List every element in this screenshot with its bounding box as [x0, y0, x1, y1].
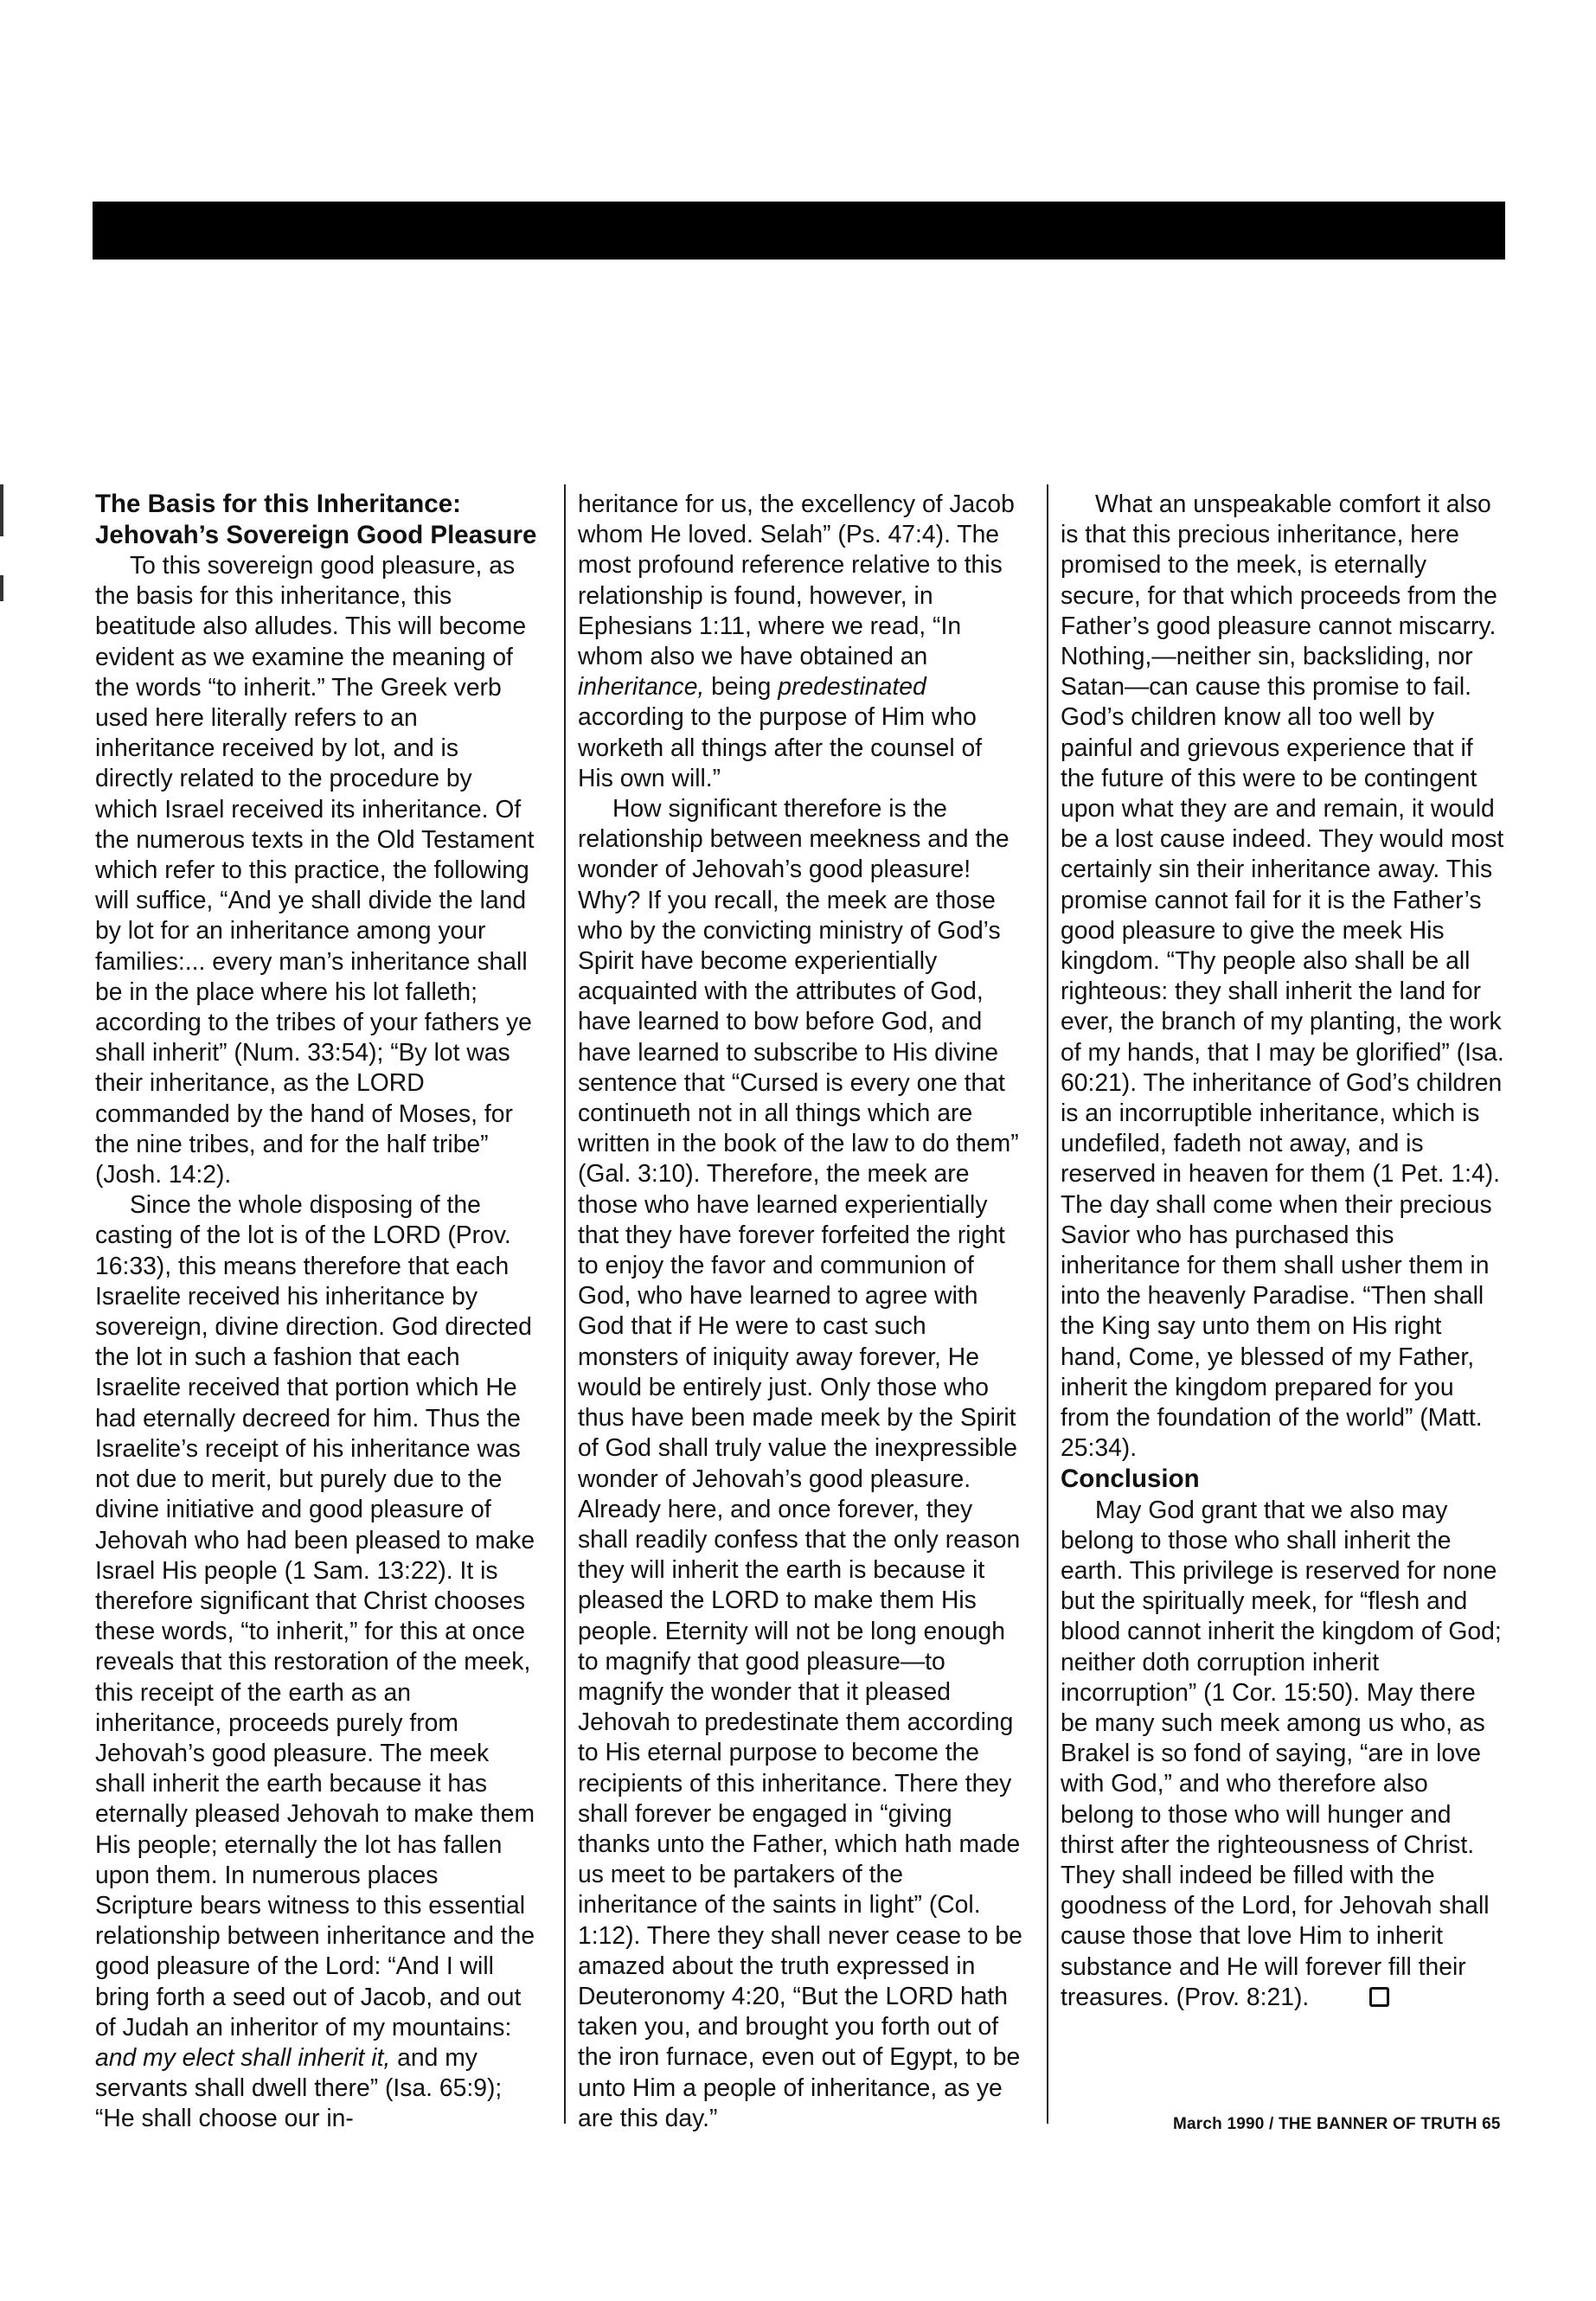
column-3	[1061, 489, 1506, 2012]
end-mark-icon	[1369, 1987, 1389, 2007]
paragraph: May God grant that we also may belong to those who shall inherit the earth. This privilege is reserved for none but the spiritually meek, for “flesh and blood cannot inherit the kingdom of God; neither doth corruption inherit incorruption” (1 Cor. 15:50). May there be many such meek among us who, as Brakel is so fond of saying, “are in love with God,” and who therefore also belong to those who will hunger and thirst after the righteousness of Christ. They shall indeed be filled with the goodness of the Lord, for Jehovah shall cause those that love Him to inherit substance and He will forever fill their treasures. (Prov. 8:21).	[1061, 1495, 1502, 2010]
column-rule-right	[1047, 484, 1048, 2124]
section-heading: The Basis for this Inheritance: Jehovah’s Sovereign Good Pleasure	[95, 490, 537, 549]
paragraph: Since the whole disposing of the casting of the lot is of the LORD (Prov. 16:33), this means therefore that each Israelite received his inheritance by sovereign, divine direction. God directed the lot in such a fashion that each Israelite received that portion which He had eternally decreed for him. Thus the Israelite’s receipt of his inheritance was not due to merit, but purely due to the divine initiative and good pleasure of Jehovah who had been pleased to make Israel His people (1 Sam. 13:22). It is therefore significant that Christ chooses these words, “to inherit,” for this at once reveals that this restoration of the meek, this receipt of the earth as an inheritance, proceeds purely from Jehovah’s good pleasure. The meek shall inherit the earth because it has eternally pleased Jehovah to make them His people; eternally the lot has fallen upon them. In numerous places Scripture bears witness to this essential relationship between inheritance and the good pleasure of the Lord: “And I will bring forth a seed out of Jacob, and out of Judah an inheritor of my mountains: and my elect shall inherit it, and my servants shall dwell there” (Isa. 65:9); “He shall choose our in-	[95, 1190, 535, 2132]
paragraph: How significant therefore is the relationship between meekness and the wonder of Jehovah’s good pleasure! Why? If you recall, the meek are those who by the convicting ministry of God’s Spirit have become experientially acquainted with the attributes of God, have learned to bow before God, and have learned to subscribe to His divine sentence that “Cursed is every one that continueth not in all things which are written in the book of the law to do them” (Gal. 3:10). Therefore, the meek are those who have learned experientially that they have forever forfeited the right to enjoy the favor and communion of God, who have learned to agree with God that if He were to cast such monsters of iniquity away forever, He would be entirely just. Only those who thus have been made meek by the Spirit of God shall truly value the inexpressible wonder of Jehovah’s good pleasure. Already here, and once forever, they shall readily confess that the only reason they will inherit the earth is because it pleased the LORD to make them His people. Eternity will not be long enough to magnify that good pleasure—to magnify the wonder that it pleased Jehovah to predestinate them according to His eternal purpose to become the recipients of this inheritance. There they shall forever be engaged in “giving thanks unto the Father, which hath made us meet to be partakers of the inheritance of the saints in light” (Col. 1:12). There they shall never cease to be amazed about the truth expressed in Deuteronomy 4:20, “But the LORD hath taken you, and brought you forth out of the iron furnace, even out of Egypt, to be unto Him a people of inheritance, as ye are this day.”	[578, 794, 1022, 2131]
column-2	[578, 489, 1023, 2133]
column-rule-left	[564, 484, 566, 2124]
paragraph: heritance for us, the excellency of Jacob whom He loved. Selah” (Ps. 47:4). The most profound reference relative to this relationship is found, however, in Ephesians 1:11, where we read, “In whom also we have obtained an inheritance, being predestinated according to the purpose of Him who worketh all things after the counsel of His own will.”	[578, 490, 1015, 792]
page-footer: March 1990 / THE BANNER OF TRUTH 65	[1173, 2115, 1501, 2133]
paragraph: What an unspeakable comfort it also is that this precious inheritance, here promised to the meek, is eternally secure, for that which proceeds from the Father’s good pleasure cannot miscarry. Nothing,—neither sin, backsliding, nor Satan—can cause this promise to fail. God’s children know all too well by painful and grievous experience that if the future of this were to be contingent upon what they are and remain, it would be a lost cause indeed. They would most certainly sin their inheritance away. This promise cannot fail for it is the Father’s good pleasure to give the meek His kingdom. “Thy people also shall be all righteous: they shall inherit the land for ever, the branch of my planting, the work of my hands, that I may be glorified” (Isa. 60:21). The inheritance of God’s children is an incorruptible inheritance, which is undefiled, fadeth not away, and is reserved in heaven for them (1 Pet. 1:4). The day shall come when their precious Savior who has purchased this inheritance for them shall usher them in into the heavenly Paradise. “Then shall the King say unto them on His right hand, Come, ye blessed of my Father, inherit the kingdom prepared for you from the foundation of the world” (Matt. 25:34).	[1061, 490, 1504, 1462]
conclusion-heading: Conclusion	[1061, 1464, 1200, 1493]
scan-edge-mark	[0, 575, 3, 601]
column-1	[95, 489, 541, 2134]
scan-edge-mark	[0, 484, 3, 536]
header-black-bar	[93, 202, 1505, 260]
paragraph: To this sovereign good pleasure, as the basis for this inheritance, this beatitude also alludes. This will become evident as we examine the meaning of the words “to inherit.” The Greek verb used here literally refers to an inheritance received by lot, and is directly related to the procedure by which Israel received its inheritance. Of the numerous texts in the Old Testament which refer to this practice, the following will suffice, “And ye shall divide the land by lot for an inheritance among your families:... every man’s inheritance shall be in the place where his lot falleth; according to the tribes of your fathers ye shall inherit” (Num. 33:54); “By lot was their inheritance, as the LORD commanded by the hand of Moses, for the nine tribes, and for the half tribe” (Josh. 14:2).	[95, 551, 535, 1189]
